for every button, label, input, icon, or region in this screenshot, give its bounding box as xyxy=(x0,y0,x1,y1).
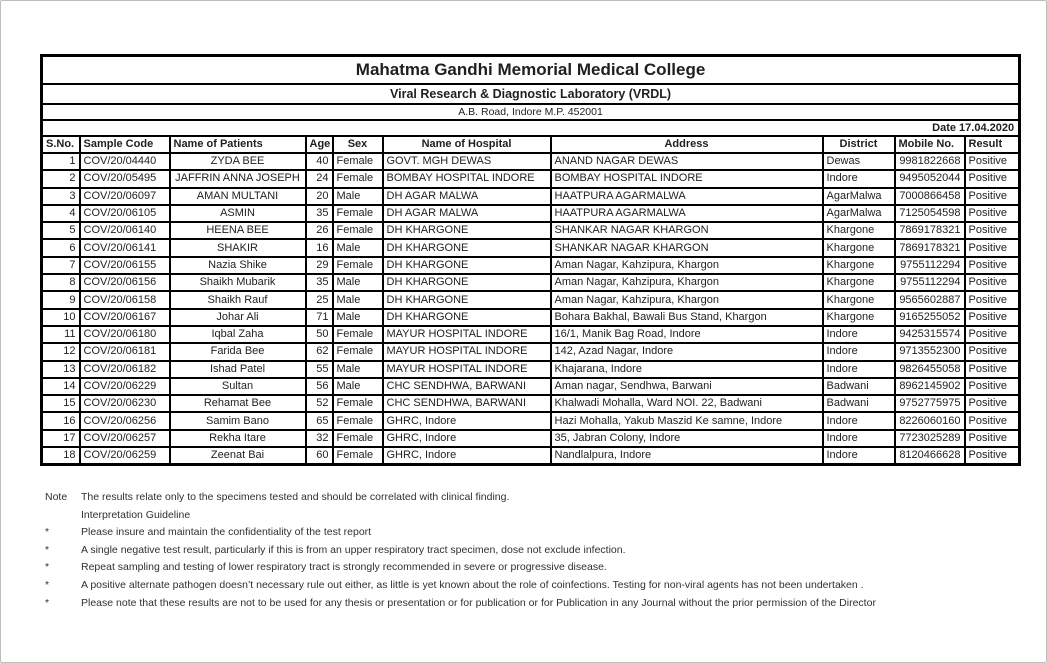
cell-district: Khargone xyxy=(823,239,895,256)
cell-district: Khargone xyxy=(823,274,895,291)
table-row xyxy=(42,309,1020,326)
note-marker: Note xyxy=(45,491,68,503)
cell-address: 35, Jabran Colony, Indore xyxy=(551,430,823,447)
table-row xyxy=(42,274,1020,291)
cell-sno: 4 xyxy=(42,205,80,222)
note-line xyxy=(45,507,1005,525)
cell-hospital: DH KHARGONE xyxy=(383,291,551,308)
cell-result: Positive xyxy=(965,412,1020,429)
cell-address: Khajarana, Indore xyxy=(551,361,823,378)
cell-sno: 9 xyxy=(42,291,80,308)
cell-patient-name: Ishad Patel xyxy=(170,361,306,378)
cell-mobile: 9165255052 xyxy=(895,309,965,326)
cell-mobile: 8120466628 xyxy=(895,447,965,465)
cell-mobile: 7000866458 xyxy=(895,188,965,205)
cell-district: AgarMalwa xyxy=(823,205,895,222)
cell-sno: 12 xyxy=(42,343,80,360)
note-text: The results relate only to the specimens tested and should be correlated with clinical finding. xyxy=(81,491,510,503)
cell-age: 50 xyxy=(306,326,333,343)
column-header-result: Result xyxy=(965,136,1020,153)
cell-hospital: GHRC, Indore xyxy=(383,430,551,447)
table-row xyxy=(42,378,1020,395)
cell-age: 65 xyxy=(306,412,333,429)
note-line xyxy=(45,542,1005,560)
cell-sex: Female xyxy=(333,205,383,222)
note-text: A single negative test result, particularly if this is from an upper respiratory tract specimen, dose not exclude infection. xyxy=(81,543,626,556)
cell-mobile: 9981822668 xyxy=(895,153,965,170)
cell-district: Khargone xyxy=(823,257,895,274)
cell-hospital: DH AGAR MALWA xyxy=(383,205,551,222)
cell-patient-name: Johar Ali xyxy=(170,309,306,326)
cell-address: ANAND NAGAR DEWAS xyxy=(551,153,823,170)
table-row xyxy=(42,326,1020,343)
cell-sex: Male xyxy=(333,188,383,205)
cell-mobile: 9755112294 xyxy=(895,274,965,291)
table-row xyxy=(42,447,1020,465)
table-row xyxy=(42,291,1020,308)
cell-sample-code: COV/20/06167 xyxy=(80,309,170,326)
note-marker: * xyxy=(45,526,50,539)
cell-age: 40 xyxy=(306,153,333,170)
cell-hospital: MAYUR HOSPITAL INDORE xyxy=(383,361,551,378)
cell-sample-code: COV/20/06155 xyxy=(80,257,170,274)
cell-patient-name: Farida Bee xyxy=(170,343,306,360)
cell-age: 56 xyxy=(306,378,333,395)
cell-age: 62 xyxy=(306,343,333,360)
note-text: Please insure and maintain the confidentiality of the test report xyxy=(81,526,372,539)
column-header-address: Address xyxy=(551,136,823,153)
table-row xyxy=(42,170,1020,187)
cell-patient-name: ZYDA BEE xyxy=(170,153,306,170)
cell-sno: 14 xyxy=(42,378,80,395)
table-row xyxy=(42,153,1020,170)
cell-patient-name: Sultan xyxy=(170,378,306,395)
cell-mobile: 9755112294 xyxy=(895,257,965,274)
cell-district: Dewas xyxy=(823,153,895,170)
cell-patient-name: Nazia Shike xyxy=(170,257,306,274)
cell-district: Indore xyxy=(823,361,895,378)
note-line xyxy=(45,595,1005,613)
cell-patient-name: AMAN MULTANI xyxy=(170,188,306,205)
cell-sno: 5 xyxy=(42,222,80,239)
cell-age: 55 xyxy=(306,361,333,378)
cell-age: 16 xyxy=(306,239,333,256)
column-header-sample-code: Sample Code xyxy=(80,136,170,153)
column-header-sno: S.No. xyxy=(42,136,80,153)
column-header-row xyxy=(42,136,1020,153)
cell-address: Aman nagar, Sendhwa, Barwani xyxy=(551,378,823,395)
cell-address: Hazi Mohalla, Yakub Maszid Ke samne, Indore xyxy=(551,412,823,429)
cell-sample-code: COV/20/06257 xyxy=(80,430,170,447)
cell-sex: Female xyxy=(333,170,383,187)
note-marker: * xyxy=(45,596,50,609)
cell-sex: Male xyxy=(333,309,383,326)
cell-patient-name: Rekha Itare xyxy=(170,430,306,447)
cell-address: 142, Azad Nagar, Indore xyxy=(551,343,823,360)
column-header-mobile: Mobile No. xyxy=(895,136,965,153)
note-marker: * xyxy=(45,543,50,556)
cell-sample-code: COV/20/06259 xyxy=(80,447,170,465)
cell-age: 20 xyxy=(306,188,333,205)
table-row xyxy=(42,188,1020,205)
note-line xyxy=(45,489,1005,507)
note-marker: * xyxy=(45,561,50,574)
cell-sample-code: COV/20/06180 xyxy=(80,326,170,343)
cell-result: Positive xyxy=(965,170,1020,187)
cell-patient-name: Shaikh Mubarik xyxy=(170,274,306,291)
cell-address: Aman Nagar, Kahzipura, Khargon xyxy=(551,291,823,308)
cell-result: Positive xyxy=(965,309,1020,326)
cell-result: Positive xyxy=(965,257,1020,274)
cell-sno: 17 xyxy=(42,430,80,447)
cell-sex: Female xyxy=(333,447,383,465)
cell-sample-code: COV/20/06141 xyxy=(80,239,170,256)
cell-hospital: GOVT. MGH DEWAS xyxy=(383,153,551,170)
cell-hospital: DH KHARGONE xyxy=(383,222,551,239)
cell-district: Badwani xyxy=(823,395,895,412)
cell-sample-code: COV/20/06158 xyxy=(80,291,170,308)
column-header-district: District xyxy=(823,136,895,153)
cell-result: Positive xyxy=(965,378,1020,395)
cell-sample-code: COV/20/04440 xyxy=(80,153,170,170)
table-row xyxy=(42,239,1020,256)
column-header-age: Age xyxy=(306,136,333,153)
cell-result: Positive xyxy=(965,361,1020,378)
page-title: Mahatma Gandhi Memorial Medical College xyxy=(42,56,1020,85)
cell-address: SHANKAR NAGAR KHARGON xyxy=(551,222,823,239)
cell-mobile: 8962145902 xyxy=(895,378,965,395)
cell-district: Indore xyxy=(823,447,895,465)
cell-age: 52 xyxy=(306,395,333,412)
cell-result: Positive xyxy=(965,188,1020,205)
cell-result: Positive xyxy=(965,447,1020,465)
cell-address: Aman Nagar, Kahzipura, Khargon xyxy=(551,274,823,291)
cell-sample-code: COV/20/06182 xyxy=(80,361,170,378)
cell-result: Positive xyxy=(965,153,1020,170)
cell-mobile: 8226060160 xyxy=(895,412,965,429)
cell-patient-name: Rehamat Bee xyxy=(170,395,306,412)
cell-sno: 16 xyxy=(42,412,80,429)
cell-age: 29 xyxy=(306,257,333,274)
cell-patient-name: Samim Bano xyxy=(170,412,306,429)
report-date: Date 17.04.2020 xyxy=(42,120,1020,136)
note-line xyxy=(45,577,1005,595)
cell-result: Positive xyxy=(965,222,1020,239)
cell-sno: 2 xyxy=(42,170,80,187)
cell-patient-name: Iqbal Zaha xyxy=(170,326,306,343)
cell-sno: 7 xyxy=(42,257,80,274)
cell-address: 16/1, Manik Bag Road, Indore xyxy=(551,326,823,343)
table-row xyxy=(42,430,1020,447)
cell-sno: 6 xyxy=(42,239,80,256)
note-marker: * xyxy=(45,578,50,591)
cell-mobile: 7125054598 xyxy=(895,205,965,222)
cell-sex: Female xyxy=(333,430,383,447)
table-row xyxy=(42,361,1020,378)
cell-sample-code: COV/20/06140 xyxy=(80,222,170,239)
cell-hospital: DH KHARGONE xyxy=(383,257,551,274)
cell-sample-code: COV/20/06156 xyxy=(80,274,170,291)
cell-sex: Female xyxy=(333,412,383,429)
cell-mobile: 7869178321 xyxy=(895,239,965,256)
cell-sex: Female xyxy=(333,343,383,360)
cell-district: Indore xyxy=(823,412,895,429)
cell-sex: Female xyxy=(333,326,383,343)
cell-sex: Female xyxy=(333,222,383,239)
cell-result: Positive xyxy=(965,326,1020,343)
cell-district: Indore xyxy=(823,170,895,187)
cell-sex: Male xyxy=(333,291,383,308)
cell-sample-code: COV/20/06097 xyxy=(80,188,170,205)
cell-hospital: DH KHARGONE xyxy=(383,309,551,326)
cell-hospital: DH KHARGONE xyxy=(383,274,551,291)
cell-mobile: 9425315574 xyxy=(895,326,965,343)
table-row xyxy=(42,257,1020,274)
cell-patient-name: Zeenat Bai xyxy=(170,447,306,465)
cell-hospital: DH KHARGONE xyxy=(383,239,551,256)
cell-sno: 3 xyxy=(42,188,80,205)
cell-patient-name: SHAKIR xyxy=(170,239,306,256)
table-row xyxy=(42,395,1020,412)
cell-district: Khargone xyxy=(823,222,895,239)
cell-sex: Female xyxy=(333,153,383,170)
cell-sex: Male xyxy=(333,274,383,291)
cell-result: Positive xyxy=(965,291,1020,308)
notes-section xyxy=(45,489,1005,612)
cell-address: HAATPURA AGARMALWA xyxy=(551,205,823,222)
table-row xyxy=(42,343,1020,360)
column-header-hospital: Name of Hospital xyxy=(383,136,551,153)
column-header-sex: Sex xyxy=(333,136,383,153)
cell-patient-name: HEENA BEE xyxy=(170,222,306,239)
cell-address: HAATPURA AGARMALWA xyxy=(551,188,823,205)
cell-sex: Female xyxy=(333,395,383,412)
cell-mobile: 9752775975 xyxy=(895,395,965,412)
cell-age: 71 xyxy=(306,309,333,326)
cell-mobile: 9826455058 xyxy=(895,361,965,378)
cell-sample-code: COV/20/06256 xyxy=(80,412,170,429)
cell-sno: 13 xyxy=(42,361,80,378)
cell-district: Khargone xyxy=(823,291,895,308)
cell-sex: Female xyxy=(333,257,383,274)
cell-sex: Male xyxy=(333,361,383,378)
cell-mobile: 9495052044 xyxy=(895,170,965,187)
cell-district: Indore xyxy=(823,343,895,360)
cell-sno: 15 xyxy=(42,395,80,412)
cell-age: 35 xyxy=(306,274,333,291)
cell-age: 26 xyxy=(306,222,333,239)
cell-age: 35 xyxy=(306,205,333,222)
report-table xyxy=(40,54,1021,466)
cell-address: BOMBAY HOSPITAL INDORE xyxy=(551,170,823,187)
table-row xyxy=(42,205,1020,222)
note-text: Repeat sampling and testing of lower respiratory tract is strongly recommended in severe or progressive disease. xyxy=(81,561,607,574)
cell-age: 25 xyxy=(306,291,333,308)
cell-result: Positive xyxy=(965,205,1020,222)
cell-address: Bohara Bakhal, Bawali Bus Stand, Khargon xyxy=(551,309,823,326)
cell-district: Indore xyxy=(823,430,895,447)
page-subtitle: Viral Research & Diagnostic Laboratory (VRDL) xyxy=(42,84,1020,104)
cell-sno: 18 xyxy=(42,447,80,465)
cell-hospital: CHC SENDHWA, BARWANI xyxy=(383,378,551,395)
cell-result: Positive xyxy=(965,239,1020,256)
cell-address: Aman Nagar, Kahzipura, Khargon xyxy=(551,257,823,274)
cell-sno: 11 xyxy=(42,326,80,343)
cell-sno: 1 xyxy=(42,153,80,170)
cell-district: Khargone xyxy=(823,309,895,326)
cell-hospital: GHRC, Indore xyxy=(383,412,551,429)
note-text: A positive alternate pathogen doesn’t necessary rule out either, as little is yet known about the role of coinfections. Testing for non-viral agents has not been undertaken . xyxy=(81,578,864,591)
cell-mobile: 9713552300 xyxy=(895,343,965,360)
column-header-patient-name: Name of Patients xyxy=(170,136,306,153)
cell-result: Positive xyxy=(965,430,1020,447)
cell-address: Khalwadi Mohalla, Ward NOI. 22, Badwani xyxy=(551,395,823,412)
cell-hospital: MAYUR HOSPITAL INDORE xyxy=(383,343,551,360)
cell-sex: Male xyxy=(333,239,383,256)
table-row xyxy=(42,222,1020,239)
note-marker xyxy=(45,507,81,525)
cell-hospital: BOMBAY HOSPITAL INDORE xyxy=(383,170,551,187)
cell-district: Indore xyxy=(823,326,895,343)
cell-age: 24 xyxy=(306,170,333,187)
note-line xyxy=(45,524,1005,542)
cell-result: Positive xyxy=(965,274,1020,291)
cell-sample-code: COV/20/05495 xyxy=(80,170,170,187)
cell-patient-name: JAFFRIN ANNA JOSEPH xyxy=(170,170,306,187)
cell-address: SHANKAR NAGAR KHARGON xyxy=(551,239,823,256)
cell-hospital: CHC SENDHWA, BARWANI xyxy=(383,395,551,412)
cell-sample-code: COV/20/06105 xyxy=(80,205,170,222)
cell-sno: 10 xyxy=(42,309,80,326)
cell-result: Positive xyxy=(965,343,1020,360)
cell-age: 60 xyxy=(306,447,333,465)
cell-sex: Male xyxy=(333,378,383,395)
note-text: Interpretation Guideline xyxy=(81,508,191,521)
cell-district: AgarMalwa xyxy=(823,188,895,205)
cell-mobile: 9565602887 xyxy=(895,291,965,308)
cell-age: 32 xyxy=(306,430,333,447)
cell-patient-name: Shaikh Rauf xyxy=(170,291,306,308)
cell-mobile: 7869178321 xyxy=(895,222,965,239)
cell-hospital: MAYUR HOSPITAL INDORE xyxy=(383,326,551,343)
table-row xyxy=(42,412,1020,429)
cell-hospital: DH AGAR MALWA xyxy=(383,188,551,205)
cell-hospital: GHRC, Indore xyxy=(383,447,551,465)
cell-mobile: 7723025289 xyxy=(895,430,965,447)
cell-district: Badwani xyxy=(823,378,895,395)
cell-sno: 8 xyxy=(42,274,80,291)
cell-patient-name: ASMIN xyxy=(170,205,306,222)
cell-sample-code: COV/20/06229 xyxy=(80,378,170,395)
address-line: A.B. Road, Indore M.P. 452001 xyxy=(42,104,1020,120)
cell-sample-code: COV/20/06230 xyxy=(80,395,170,412)
note-text: Please note that these results are not to be used for any thesis or presentation or for publication or for Publication in any Journal without the prior permission of the Director xyxy=(81,596,876,609)
cell-sample-code: COV/20/06181 xyxy=(80,343,170,360)
note-line xyxy=(45,559,1005,577)
cell-address: Nandlalpura, Indore xyxy=(551,447,823,465)
cell-result: Positive xyxy=(965,395,1020,412)
